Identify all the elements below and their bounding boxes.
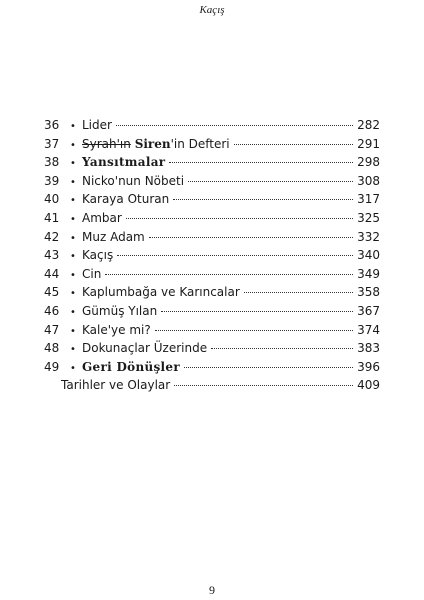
dot-leader bbox=[149, 237, 353, 238]
dot-leader bbox=[188, 181, 353, 182]
bullet: • bbox=[70, 121, 76, 132]
page-ref: 317 bbox=[357, 192, 380, 207]
chapter-number: 49 bbox=[44, 359, 60, 374]
chapter-number: 36 bbox=[44, 118, 60, 132]
chapter-number: 45 bbox=[44, 285, 60, 300]
bullet: • bbox=[70, 232, 76, 244]
page-ref: 308 bbox=[357, 173, 380, 188]
title-suffix: 'in Defteri bbox=[170, 136, 230, 151]
chapter-title: Muz Adam bbox=[82, 229, 145, 244]
toc-entry-41 bbox=[44, 209, 380, 228]
dot-leader bbox=[155, 330, 353, 331]
toc-entry-appendix bbox=[44, 376, 380, 395]
chapter-number: 48 bbox=[44, 341, 60, 356]
chapter-title: Yansıtmalar bbox=[82, 155, 166, 170]
bullet: • bbox=[70, 251, 76, 263]
dot-leader bbox=[211, 348, 353, 349]
bullet: • bbox=[70, 288, 76, 300]
chapter-title: Gümüş Yılan bbox=[82, 303, 158, 318]
toc-entry-42 bbox=[44, 228, 380, 247]
toc-entry-40 bbox=[44, 190, 380, 209]
page-ref: 340 bbox=[357, 248, 380, 263]
dot-leader bbox=[116, 125, 353, 126]
chapter-title: Kale'ye mi? bbox=[82, 322, 151, 337]
toc-entry-39 bbox=[44, 172, 380, 191]
toc-entry-46 bbox=[44, 302, 380, 321]
chapter-number: 37 bbox=[44, 136, 60, 151]
dot-leader bbox=[174, 385, 353, 386]
chapter-title: Lider bbox=[82, 118, 112, 132]
chapter-number: 38 bbox=[44, 155, 60, 170]
chapter-number: 43 bbox=[44, 248, 60, 263]
page-ref: 374 bbox=[357, 322, 380, 337]
page-ref: 298 bbox=[357, 155, 380, 170]
chapter-title bbox=[82, 135, 230, 154]
page-ref: 332 bbox=[357, 229, 380, 244]
chapter-title: Kaçış bbox=[82, 248, 114, 263]
bullet: • bbox=[70, 176, 76, 188]
page-ref: 349 bbox=[357, 266, 380, 281]
bullet: • bbox=[70, 306, 76, 318]
dot-leader bbox=[126, 218, 353, 219]
toc-entry-38 bbox=[44, 153, 380, 172]
page-ref: 383 bbox=[357, 341, 380, 356]
bullet: • bbox=[70, 269, 76, 281]
running-head: Kaçış bbox=[199, 4, 225, 16]
chapter-title: Karaya Oturan bbox=[82, 192, 170, 207]
dot-leader bbox=[244, 292, 353, 293]
chapter-title: Kaplumbağa ve Karıncalar bbox=[82, 285, 240, 300]
bullet: • bbox=[70, 139, 76, 151]
page-ref: 291 bbox=[357, 136, 380, 151]
toc-entry-45 bbox=[44, 283, 380, 302]
dot-leader bbox=[169, 162, 353, 163]
chapter-number: 47 bbox=[44, 322, 60, 337]
struck-word: Syrah'ın bbox=[82, 136, 131, 151]
page-ref: 325 bbox=[357, 210, 380, 225]
bullet: • bbox=[70, 362, 76, 374]
bullet: • bbox=[70, 158, 76, 170]
chapter-title: Cin bbox=[82, 266, 102, 281]
chapter-number: 44 bbox=[44, 266, 60, 281]
bullet: • bbox=[70, 325, 76, 337]
fancy-word: Siren bbox=[134, 136, 171, 151]
toc-entry-43 bbox=[44, 246, 380, 265]
dot-leader bbox=[117, 255, 353, 256]
chapter-title: Geri Dönüşler bbox=[82, 359, 180, 374]
chapter-number: 39 bbox=[44, 173, 60, 188]
toc-entry-48 bbox=[44, 339, 380, 358]
page-ref: 396 bbox=[357, 359, 380, 374]
dot-leader bbox=[161, 311, 353, 312]
table-of-contents bbox=[44, 116, 380, 395]
dot-leader bbox=[173, 199, 353, 200]
chapter-number: 41 bbox=[44, 210, 60, 225]
chapter-number: 40 bbox=[44, 192, 60, 207]
chapter-number: 46 bbox=[44, 303, 60, 318]
bullet: • bbox=[70, 195, 76, 207]
chapter-title: Nicko'nun Nöbeti bbox=[82, 173, 185, 188]
bullet: • bbox=[70, 344, 76, 356]
bullet: • bbox=[70, 213, 76, 225]
page-ref: 367 bbox=[357, 303, 380, 318]
dot-leader bbox=[234, 144, 353, 145]
dot-leader bbox=[105, 274, 353, 275]
toc-entry-36 bbox=[44, 116, 380, 135]
toc-entry-37 bbox=[44, 135, 380, 154]
dot-leader bbox=[184, 367, 353, 368]
chapter-title: Dokunaçlar Üzerinde bbox=[82, 341, 208, 356]
toc-entry-49 bbox=[44, 358, 380, 377]
page-ref: 358 bbox=[357, 285, 380, 300]
appendix-title: Tarihler ve Olaylar bbox=[61, 378, 171, 393]
chapter-number: 42 bbox=[44, 229, 60, 244]
page-ref: 409 bbox=[357, 378, 380, 393]
toc-entry-47 bbox=[44, 321, 380, 340]
page-number: 9 bbox=[209, 583, 215, 597]
toc-entry-44 bbox=[44, 265, 380, 284]
chapter-title: Ambar bbox=[82, 210, 122, 225]
page-ref: 282 bbox=[357, 118, 380, 132]
